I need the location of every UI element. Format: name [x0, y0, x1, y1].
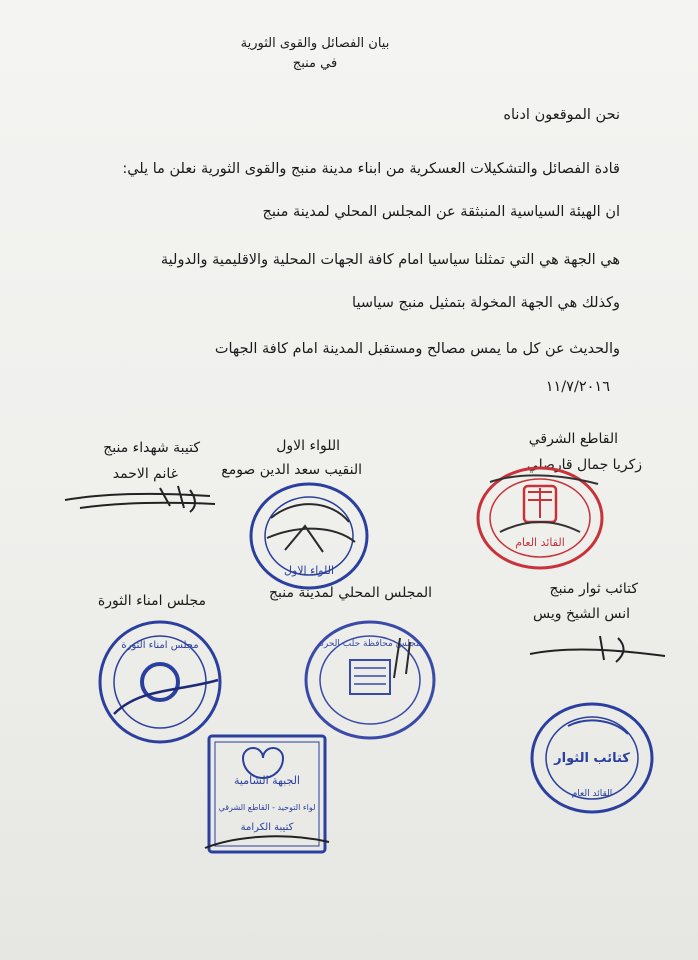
stamp-revolution-trustees — [96, 618, 226, 748]
signatory-3-name: غانم الاحمد — [112, 466, 178, 482]
stamp-5-text: كتائب الثوار — [554, 751, 630, 766]
signature-scribble-3 — [60, 480, 220, 520]
stamp-4-text: مجلس محافظة حلب الحرة — [319, 639, 421, 649]
body-line-5: وكذلك هي الجهة المخولة بتمثيل منبج سياسيا — [352, 295, 620, 311]
signatory-2-name: النقيب سعد الدين صومع — [221, 462, 362, 478]
body-line-4: هي الجهة هي التي تمثلنا سياسيا امام كافة الجهات المحلية والاقليمية والدولية — [160, 252, 620, 268]
stamp-6-subtext-2: كتيبة الكرامة — [240, 822, 294, 833]
body-line-1: نحن الموقعون ادناه — [503, 107, 620, 123]
signatory-2-title: اللواء الاول — [276, 438, 340, 454]
header-line-1: بيان الفصائل والقوى الثورية — [240, 36, 390, 51]
body-line-2: قادة الفصائل والتشكيلات العسكرية من ابناء مدينة منبج والقوى الثورية نعلن ما يلي: — [122, 161, 620, 177]
stamp-5-subtext: القائد العام — [571, 789, 613, 799]
stamp-local-council — [300, 618, 440, 743]
signatory-1-title: القاطع الشرقي — [528, 431, 618, 447]
signatory-5-title: المجلس المحلي لمدينة منبج — [268, 585, 432, 601]
document-date: ١١/٧/٢٠١٦ — [545, 379, 610, 395]
stamp-6-text: الجبهة الشامية — [234, 774, 300, 787]
stamp-first-brigade — [245, 478, 375, 593]
stamp-rebels-battalions — [528, 700, 658, 820]
signature-scribble-4 — [520, 630, 670, 670]
signatory-3-title: كتيبة شهداء منبج — [103, 440, 200, 456]
stamp-6-subtext: لواء التوحيد - القاطع الشرقي — [218, 803, 316, 812]
signatory-4-title: كتائب ثوار منبج — [549, 581, 638, 597]
signatory-1-name: زكريا جمال قارصلي — [526, 457, 642, 473]
signatory-6-title: مجلس امناء الثورة — [97, 593, 206, 609]
stamp-1-text: القائد العام — [515, 536, 565, 549]
stamp-2-text: اللواء الاول — [283, 564, 335, 577]
body-line-6: والحديث عن كل ما يمس مصالح ومستقبل المدينة امام كافة الجهات — [214, 341, 620, 357]
signatory-4-name: انس الشيخ ويس — [533, 606, 630, 622]
header-line-2: في منبج — [292, 56, 338, 71]
stamp-eastern-sector — [470, 462, 610, 572]
stamp-3-text: مجلس امناء الثورة — [121, 640, 199, 651]
stamp-levant-front — [205, 732, 330, 857]
body-line-3: ان الهيئة السياسية المنبثقة عن المجلس المحلي لمدينة منبج — [262, 204, 620, 220]
